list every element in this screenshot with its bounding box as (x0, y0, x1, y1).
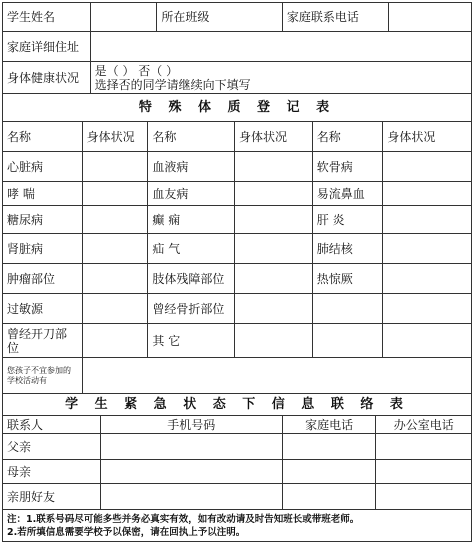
header-status-3: 身体状况 (387, 129, 436, 144)
header-status-2: 身体状况 (235, 122, 313, 151)
condition-name: 血友病 (148, 182, 235, 205)
condition-name: 疝 气 (148, 234, 235, 263)
note-2: 2.若所填信息需要学校予以保密，请在回执上予以注明。 (7, 526, 246, 538)
office-phone-field[interactable] (376, 484, 471, 509)
header-name-1: 名称 (3, 122, 83, 151)
condition-status-field[interactable] (235, 182, 313, 205)
unsuitable-activities-row (2, 358, 472, 394)
special-table-title-row (2, 94, 472, 122)
condition-status-field[interactable] (83, 234, 149, 263)
office-phone-field[interactable] (376, 434, 471, 459)
health-label: 身体健康状况 (3, 62, 91, 93)
emergency-table-header (2, 416, 472, 434)
condition-name: 热惊厥 (313, 264, 384, 293)
condition-name: 哮 喘 (3, 182, 83, 205)
header-status-1: 身体状况 (83, 122, 149, 151)
address-label: 家庭详细住址 (3, 32, 91, 61)
special-table-row (2, 206, 472, 234)
condition-status-field[interactable] (235, 206, 313, 233)
condition-status-field[interactable] (83, 264, 149, 293)
notes (3, 510, 471, 541)
special-table-row (2, 324, 472, 358)
condition-status-field[interactable] (383, 152, 471, 181)
header-office-phone: 办公室电话 (393, 417, 454, 432)
address-row (2, 32, 472, 62)
condition-status-field[interactable] (83, 206, 149, 233)
basic-info-row (2, 2, 472, 32)
condition-status-field[interactable] (383, 264, 471, 293)
home-phone-field[interactable] (283, 460, 377, 483)
condition-name: 曾经开刀部位 (3, 324, 83, 357)
contact-row-mother (2, 460, 472, 484)
note-1: 注：1.联系号码尽可能多些并务必真实有效，如有改动请及时告知班长或带班老师。 (7, 513, 360, 525)
special-table-header (2, 122, 472, 152)
header-home-phone: 家庭电话 (283, 416, 377, 433)
office-phone-field[interactable] (376, 460, 471, 483)
condition-status-field[interactable] (83, 324, 149, 357)
contact-name: 母亲 (3, 460, 101, 483)
header-name-3: 名称 (313, 122, 384, 151)
health-field[interactable] (91, 62, 471, 93)
contact-name: 亲朋好友 (3, 484, 101, 509)
emergency-table-title: 学 生 紧 急 状 态 下 信 息 联 络 表 (65, 396, 409, 412)
special-table-row (2, 294, 472, 324)
condition-name: 肝 炎 (313, 206, 384, 233)
condition-name (313, 324, 384, 357)
header-name-2: 名称 (148, 122, 235, 151)
special-table-title: 特 殊 体 质 登 记 表 (138, 99, 336, 115)
condition-name: 肢体残障部位 (148, 264, 235, 293)
unsuitable-activities-field[interactable] (83, 358, 471, 393)
condition-name: 癫 痫 (148, 206, 235, 233)
home-phone-field[interactable] (283, 484, 377, 509)
mobile-field[interactable] (101, 484, 283, 509)
condition-status-field[interactable] (383, 324, 471, 357)
contact-row-friends (2, 484, 472, 510)
health-row (2, 62, 472, 94)
mobile-field[interactable] (101, 434, 283, 459)
condition-name: 其 它 (148, 324, 235, 357)
unsuitable-activities-label: 您孩子不宜参加的学校活动有 (3, 358, 83, 393)
condition-status-field[interactable] (235, 264, 313, 293)
condition-status-field[interactable] (235, 294, 313, 323)
emergency-table-title-row (2, 394, 472, 416)
contact-row-father (2, 434, 472, 460)
header-contact: 联系人 (3, 416, 101, 433)
health-hint: 选择否的同学请继续向下填写 (94, 77, 251, 92)
condition-name: 曾经骨折部位 (148, 294, 235, 323)
notes-row (2, 510, 472, 542)
condition-name: 过敏源 (3, 294, 83, 323)
condition-name: 糖尿病 (3, 206, 83, 233)
condition-status-field[interactable] (83, 294, 149, 323)
special-table-row (2, 152, 472, 182)
condition-name: 心脏病 (3, 152, 83, 181)
home-phone-field[interactable] (283, 434, 377, 459)
family-phone-field[interactable] (389, 3, 471, 31)
header-mobile: 手机号码 (101, 416, 283, 433)
condition-status-field[interactable] (383, 234, 471, 263)
student-name-field[interactable] (91, 3, 158, 31)
family-phone-label: 家庭联系电话 (283, 3, 390, 31)
address-field[interactable] (91, 32, 471, 61)
condition-name: 易流鼻血 (313, 182, 384, 205)
health-yes-no: 是（ ） 否（ ） (94, 63, 179, 78)
class-label: 所在班级 (157, 3, 282, 31)
condition-status-field[interactable] (383, 206, 471, 233)
condition-status-field[interactable] (83, 182, 149, 205)
mobile-field[interactable] (101, 460, 283, 483)
condition-name: 血液病 (148, 152, 235, 181)
condition-name: 肺结核 (313, 234, 384, 263)
contact-name: 父亲 (3, 434, 101, 459)
condition-status-field[interactable] (235, 324, 313, 357)
special-table-row (2, 234, 472, 264)
special-table-row (2, 182, 472, 206)
condition-name: 肿瘤部位 (3, 264, 83, 293)
condition-name: 肾脏病 (3, 234, 83, 263)
condition-name (313, 294, 384, 323)
condition-status-field[interactable] (383, 182, 471, 205)
special-table-row (2, 264, 472, 294)
condition-status-field[interactable] (235, 152, 313, 181)
condition-status-field[interactable] (235, 234, 313, 263)
condition-name: 软骨病 (313, 152, 384, 181)
condition-status-field[interactable] (83, 152, 149, 181)
condition-status-field[interactable] (383, 294, 471, 323)
student-name-label: 学生姓名 (3, 3, 91, 31)
